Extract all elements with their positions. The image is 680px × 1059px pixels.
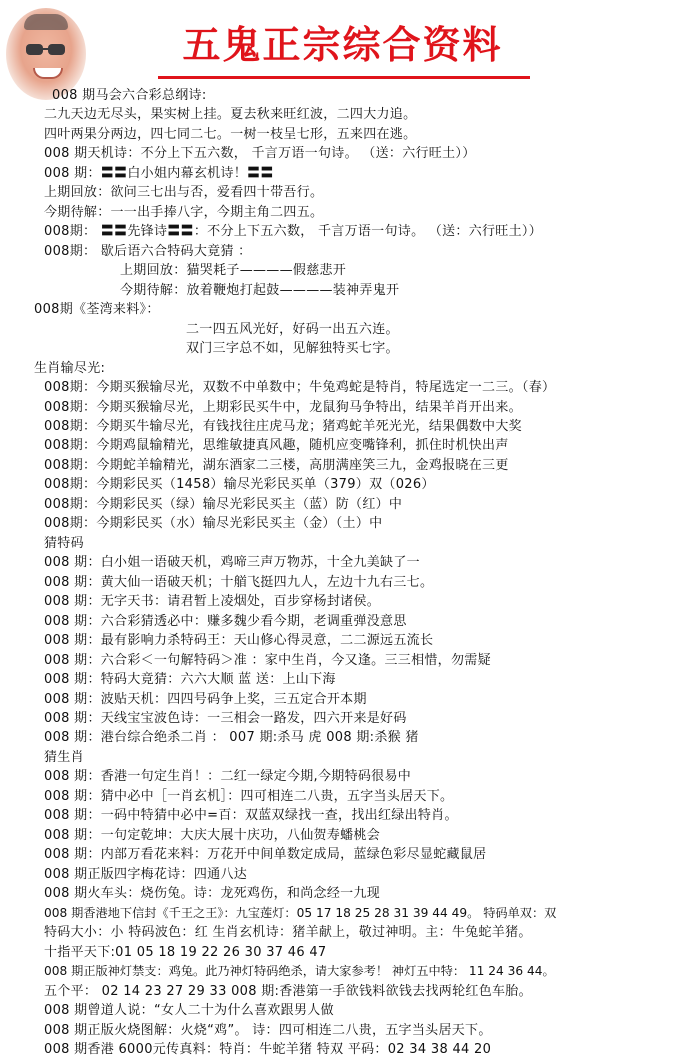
text-line: 008 期曾道人说：“女人二十为什么喜欢跟男人做: [44, 1003, 334, 1019]
text-line: 二一四五风光好，好码一出五六连。: [186, 321, 399, 337]
section-heading: 猜特码: [44, 535, 84, 551]
text-line: 008 期：内部万看花来料：万花开中间单数定成局，蓝绿色彩尽显蛇藏鼠居: [44, 847, 487, 863]
text-line: 008 期：天线宝宝波色诗：一三相会一路发，四六开来是好码: [44, 711, 407, 726]
page-title: 五鬼正宗综合资料: [182, 22, 503, 67]
text-line: 008 期天机诗：不分上下五六数， 千言万语一句诗。 （送：六行旺土））: [44, 146, 476, 162]
text-line: 008 期：白小姐一语破天机，鸡啼三声万物苏，十全九美缺了一: [44, 555, 420, 571]
text-line: 上期回放：猫哭耗子————假慈悲开: [120, 263, 347, 279]
text-line: 双门三字总不如，见解独特买七字。: [186, 341, 399, 357]
text-line: 008 期正版神灯禁支：鸡兔。此乃神灯特码绝杀，请大家参考！ 神灯五中特： 11 24 36 44。: [44, 964, 555, 979]
text-line: 008 期：猜中必中［一肖玄机］：四可相连二八贵，五字当头居天下。: [44, 788, 454, 804]
text-line: 今期待解：一一出手捧八字，今期主角二四五。: [44, 204, 324, 220]
text-line: 008 期：黄大仙一语破天机；十艏飞挺四九人，左边十九右三七。: [44, 574, 434, 590]
content-body: [0, 86, 680, 1059]
text-line: 008 期香港地下信封《千王之王》：九宝莲灯：05 17 18 25 28 31 39 44 49。 特码单双：双: [44, 905, 557, 920]
text-line: 008 期马会六合彩总纲诗:: [52, 88, 207, 103]
text-line: 008期： 歇后语六合特码大竟猜 ：: [44, 243, 252, 259]
text-line: 008 期：波贴天机：四四号码争上奖，三五定合开本期: [44, 691, 367, 707]
text-line: 008 期正版四字梅花诗：四通八达: [44, 866, 248, 882]
text-line: 008 期：港台综合绝杀二肖 ： 007 期:杀马 虎 008 期:杀猴 猪: [44, 730, 419, 746]
text-line: 四叶两果分两边，四七同二七。一树一枝呈七形，五来四在逃。: [44, 126, 417, 142]
text-line: 008 期：香港一句定生肖！：二红一绿定今期,今期特码很易中: [44, 769, 412, 785]
text-line: 上期回放：欲问三七出与否，爱看四十带吾行。: [44, 185, 324, 201]
text-line: 008 期香港 6000元传真料：特肖：牛蛇羊猪 特双 平码：02 34 38 44 20: [44, 1041, 492, 1057]
section-heading: 生肖输尽光:: [34, 360, 106, 376]
text-line: 特码大小：小 特码波色：红 生肖玄机诗：猪羊献上，敬过神明。主：牛兔蛇羊猪。: [44, 925, 532, 941]
title-underline: [158, 76, 530, 79]
text-line: 008 期：一码中特猜中必中=百：双蓝双绿找一查，找出红绿出特肖。: [44, 808, 458, 824]
avatar-glasses-left: [26, 44, 43, 55]
text-line: 008 期火车头：烧伤兔。诗：龙死鸡伤，和尚念经一九现: [44, 886, 381, 902]
text-line: 008期：今期买牛输尽光，有钱找往庄虎马龙；猪鸡蛇羊死光光，结果偶数中大奖: [44, 418, 522, 434]
text-line: 008期：今期彩民买（水）输尽光彩民买主（金）（土）中: [44, 516, 383, 532]
section-heading: 猜生肖: [44, 749, 84, 765]
text-line: 008 期：无字天书：请君暂上凌烟处，百步穿杨封诸侯。: [44, 594, 381, 610]
text-line: 008 期：一句定乾坤：大庆大展十庆功，八仙贺寿蟠桃会: [44, 827, 381, 843]
text-line: 008 期正版火烧图解：火烧“鸡”。 诗：四可相连二八贵，五字当头居天下。: [44, 1022, 492, 1038]
avatar-hair: [24, 14, 68, 30]
avatar-glasses-right: [48, 44, 65, 55]
text-line: 008 期：最有影响力杀特码王：天山修心得灵意，二二源远五流长: [44, 633, 434, 649]
avatar-smile: [33, 68, 63, 79]
text-line: 008 期：六合彩＜一句解特码＞准 ：家中生肖，今又逢。三三相惜，勿需疑: [44, 652, 491, 668]
text-line: 二九天边无尽头，果实树上挂。夏去秋来旺红波，二四大力追。: [44, 107, 417, 123]
text-line: 008期：今期买猴输尽光，双数不中单数中；牛兔鸡蛇是特肖，特尾选定一二三。（春）: [44, 380, 556, 396]
text-line: 十指平天下:01 05 18 19 22 26 30 37 46 47: [44, 944, 327, 960]
text-line: 008 期：〓〓白小姐内幕玄机诗！〓〓: [44, 165, 274, 181]
text-line: 五个平： 02 14 23 27 29 33 008 期:香港第一手欲钱料欲钱去找两轮红色车胎。: [44, 983, 532, 999]
text-line: 今期待解：放着鞭炮打起鼓————装神弄鬼开: [120, 282, 400, 298]
text-line: 008期：今期鸡鼠输精光，思维敏捷真风趣，随机应变嘴锋利，抓住时机快出声: [44, 438, 509, 454]
text-line: 008 期：六合彩猜透必中：赚多魏少看今期，老调重弹没意思: [44, 613, 407, 629]
text-line: 008期：今期蛇羊输精光，湖东酒家二三楼，高朋满座笑三九，金鸡报晓在三更: [44, 457, 509, 473]
text-line: 008期： 〓〓先锋诗〓〓：不分上下五六数， 千言万语一句诗。 （送：六行旺土））: [44, 224, 543, 240]
text-line: 008期：今期彩民买（绿）输尽光彩民买主（蓝）防（红）中: [44, 496, 403, 512]
text-line: 008期《荃湾来料》：: [34, 302, 160, 318]
text-line: 008 期：特码大竟猜：六六大顺 蓝 送：上山下海: [44, 672, 336, 688]
text-line: 008期：今期彩民买（1458）输尽光彩民买单（379）双（026）: [44, 477, 435, 493]
text-line: 008期：今期买猴输尽光，上期彩民买牛中，龙鼠狗马争特出，结果羊肖开出来。: [44, 399, 522, 415]
avatar-glasses-bridge: [42, 48, 49, 50]
